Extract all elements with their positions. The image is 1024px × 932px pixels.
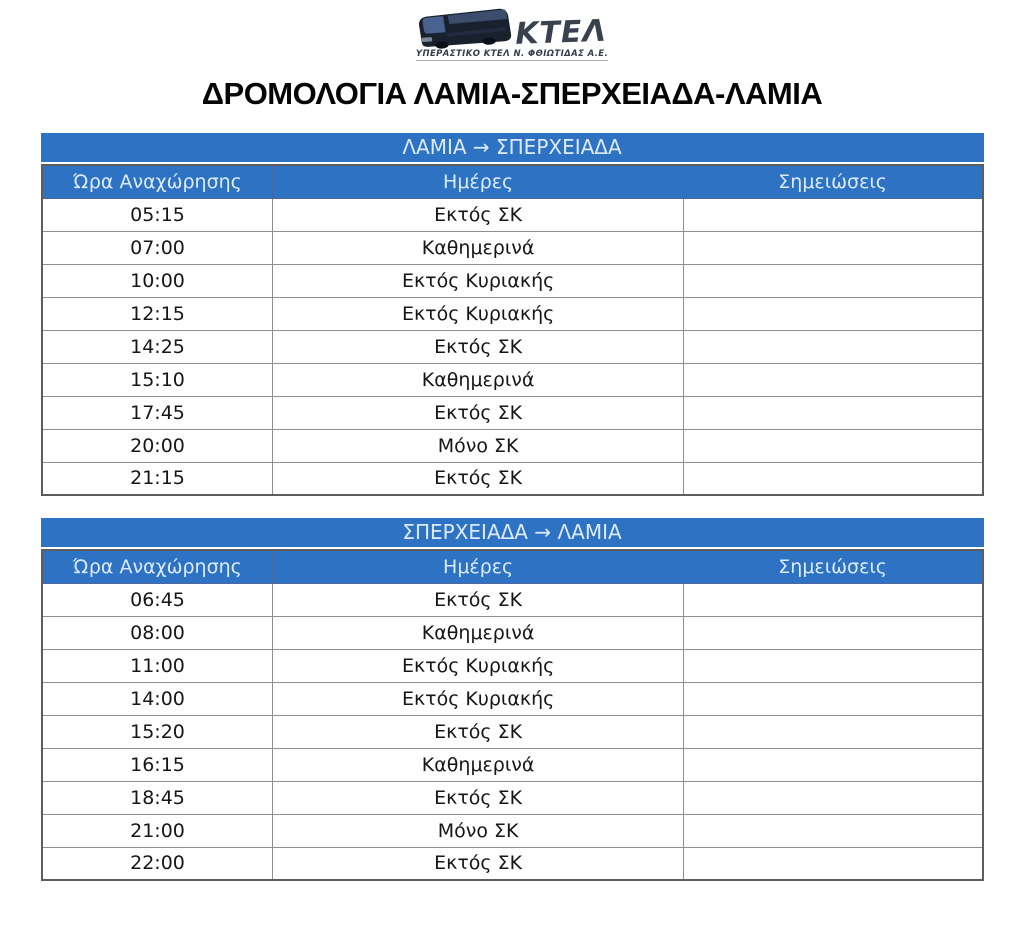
notes-cell	[683, 264, 982, 297]
schedule-row	[42, 231, 983, 264]
days-cell: Εκτός Κυριακής	[273, 682, 683, 715]
schedule-row	[42, 429, 983, 462]
notes-cell	[683, 297, 982, 330]
logo-brand-text: ΚΤΕΛ	[514, 13, 608, 52]
days-cell: Εκτός ΣΚ	[273, 847, 683, 880]
days-cell: Μόνο ΣΚ	[273, 429, 683, 462]
departure-time-cell: 21:15	[42, 462, 273, 495]
days-cell: Μόνο ΣΚ	[273, 814, 683, 847]
notes-cell	[683, 396, 982, 429]
days-cell: Εκτός ΣΚ	[273, 715, 683, 748]
departure-time-cell: 10:00	[42, 264, 273, 297]
days-cell: Καθημερινά	[273, 231, 683, 264]
schedule-row	[42, 649, 983, 682]
days-cell: Εκτός ΣΚ	[273, 330, 683, 363]
schedule-row	[42, 814, 983, 847]
departure-time-cell: 05:15	[42, 198, 273, 231]
notes-cell	[683, 682, 982, 715]
col-header-departure-time: Ώρα Αναχώρησης	[42, 165, 273, 198]
notes-cell	[683, 429, 982, 462]
schedule-row	[42, 781, 983, 814]
departure-time-cell: 07:00	[42, 231, 273, 264]
schedule-table-lamia-spercheiada	[41, 133, 984, 496]
departure-time-cell: 21:00	[42, 814, 273, 847]
schedule-row	[42, 847, 983, 880]
logo-lockup	[417, 3, 608, 52]
column-header-row	[42, 550, 983, 583]
notes-cell	[683, 616, 982, 649]
notes-cell	[683, 847, 982, 880]
departure-time-cell: 18:45	[42, 781, 273, 814]
days-cell: Εκτός ΣΚ	[273, 396, 683, 429]
departure-time-cell: 20:00	[42, 429, 273, 462]
departure-time-cell: 06:45	[42, 583, 273, 616]
departure-time-cell: 11:00	[42, 649, 273, 682]
schedule-row	[42, 583, 983, 616]
days-cell: Εκτός ΣΚ	[273, 462, 683, 495]
column-header-row	[42, 165, 983, 198]
notes-cell	[683, 198, 982, 231]
col-header-departure-time: Ώρα Αναχώρησης	[42, 550, 273, 583]
schedule-row	[42, 715, 983, 748]
schedule-table-spercheiada-lamia	[41, 518, 984, 881]
days-cell: Εκτός ΣΚ	[273, 781, 683, 814]
departure-time-cell: 17:45	[42, 396, 273, 429]
departure-time-cell: 14:00	[42, 682, 273, 715]
days-cell: Εκτός Κυριακής	[273, 649, 683, 682]
bus-icon	[417, 6, 514, 51]
schedule-row	[42, 748, 983, 781]
ktel-logo	[0, 0, 1024, 61]
schedule-row	[42, 363, 983, 396]
col-header-days: Ημέρες	[273, 550, 683, 583]
schedule-row	[42, 462, 983, 495]
logo-tagline: ΥΠΕΡΑΣΤΙΚΟ ΚΤΕΛ Ν. ΦΘΙΩΤΙΔΑΣ Α.Ε.	[415, 49, 609, 59]
departure-time-cell: 14:25	[42, 330, 273, 363]
col-header-notes: Σημειώσεις	[683, 165, 982, 198]
days-cell: Καθημερινά	[273, 748, 683, 781]
notes-cell	[683, 363, 982, 396]
page-title: ΔΡΟΜΟΛΟΓΙΑ ΛΑΜΙΑ-ΣΠΕΡΧΕΙΑΔΑ-ΛΑΜΙΑ	[201, 76, 823, 111]
schedule-row	[42, 264, 983, 297]
notes-cell	[683, 583, 982, 616]
departure-time-cell: 22:00	[42, 847, 273, 880]
notes-cell	[683, 462, 982, 495]
days-cell: Εκτός ΣΚ	[273, 583, 683, 616]
days-cell: Εκτός ΣΚ	[273, 198, 683, 231]
notes-cell	[683, 330, 982, 363]
schedule-row	[42, 330, 983, 363]
days-cell: Καθημερινά	[273, 616, 683, 649]
schedule-tables	[41, 133, 984, 881]
departure-time-cell: 08:00	[42, 616, 273, 649]
notes-cell	[683, 781, 982, 814]
schedule-row	[42, 616, 983, 649]
notes-cell	[683, 814, 982, 847]
departure-time-cell: 16:15	[42, 748, 273, 781]
route-title: ΛΑΜΙΑ → ΣΠΕΡΧΕΙΑΔΑ	[41, 133, 984, 162]
departure-time-cell: 12:15	[42, 297, 273, 330]
notes-cell	[683, 715, 982, 748]
days-cell: Εκτός Κυριακής	[273, 264, 683, 297]
schedule-row	[42, 396, 983, 429]
notes-cell	[683, 231, 982, 264]
notes-cell	[683, 649, 982, 682]
departure-time-cell: 15:20	[42, 715, 273, 748]
schedule-row	[42, 198, 983, 231]
schedule-row	[42, 682, 983, 715]
col-header-days: Ημέρες	[273, 165, 683, 198]
schedule-row	[42, 297, 983, 330]
col-header-notes: Σημειώσεις	[683, 550, 982, 583]
days-cell: Καθημερινά	[273, 363, 683, 396]
days-cell: Εκτός Κυριακής	[273, 297, 683, 330]
departure-time-cell: 15:10	[42, 363, 273, 396]
route-title: ΣΠΕΡΧΕΙΑΔΑ → ΛΑΜΙΑ	[41, 518, 984, 547]
notes-cell	[683, 748, 982, 781]
